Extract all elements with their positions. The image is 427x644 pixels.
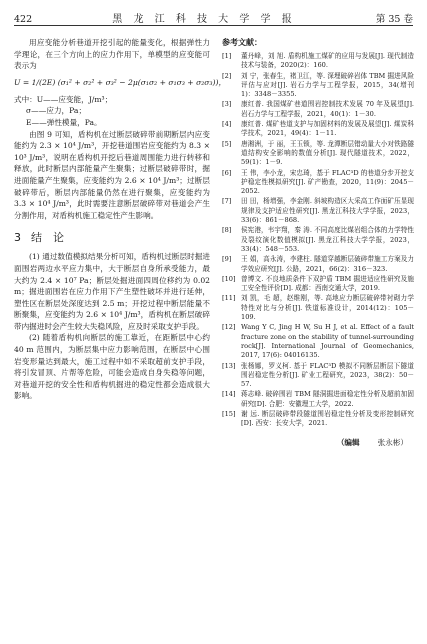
definition-e: E——弹性模量，Pa。 xyxy=(26,117,102,127)
reference-item: [6] 王 伟，李小龙，宋忠琦，基于 FLAC³D 的巷道分步开挖支护稳定性模拟研究[J]. 矿产勘查，2020，11(9)：2045－2052. xyxy=(222,168,414,196)
reference-item: [9] 王 娟，高永涛，李建柱. 隧道穿越断层破碎带施工方案及力学效应研究[J]. 公路，2021，66(2)：316－323. xyxy=(222,255,414,273)
definition-sigma: σ——应力，Pa； xyxy=(26,106,87,116)
reference-list xyxy=(222,52,414,429)
running-header xyxy=(14,9,413,26)
reference-item: [4] 康红普. 煤矿巷道支护与加固材料的发展及展望[J]. 煤炭科学技术，2021，49(4)：1－11. xyxy=(222,120,414,138)
reference-item: [2] 刘 宁，张春生，褚卫江，等. 深埋破碎岩体 TBM 掘进风险评估与应对[J]. 岩石力学与工程学报，2015，34(增刊 1)：3348－3355. xyxy=(222,71,414,99)
reference-item: [3] 康红普. 我国煤矿巷道围岩控制技术发展 70 年及展望[J]. 岩石力学与工程学报，2021，40(1)：1－30. xyxy=(222,100,414,118)
section-heading-conclusion xyxy=(14,231,210,245)
right-column xyxy=(222,37,414,448)
conclusion-2-paragraph: (2) 随着盾构机向断层的施工靠近，在距断层中心约 40 m 范围内，为断层集中应力影响范围，在断层中心围岩变形量达到最大，施工过程中如不采取超前支护手段，将引发冒顶、片帮等危险，可能会造成自身失稳等问题，对巷道开挖的安全性和盾构机掘进的稳定性都会造成很大影响。 xyxy=(14,333,210,401)
reference-item: [10] 曾博文. 不良地质条件下双护盾 TBM 掘进适应性研究及施工安全性评价[D]. 成都：西南交通大学，2019. xyxy=(222,274,414,293)
reference-item: [13] 张杨娜，罗义柯. 基于 FLAC³D 模拟不同断层断层下隧道围岩稳定性分析[J]. 矿业工程研究，2023，38(2)：50－57. xyxy=(222,361,414,389)
editor-credit xyxy=(222,437,414,448)
reference-item: [8] 侯宪港，韦宇翔，秦 涛. 不同高度比煤岩组合体的力学特性及裂纹演化数值模拟[J]. 黑龙江科技大学学报，2023，33(4)：548－553. xyxy=(222,226,414,253)
variable-definitions xyxy=(14,94,210,129)
reference-item: [12] Wang Y C, Jing H W, Su H J, et al. Effect of a fault fracture zone on the stability of tunnel-surrounding rock[J]. International Journal of Geomechanics, 2017, 17(6): 04016135. xyxy=(222,323,414,360)
reference-item: [1] 董丹峰，刘 旭. 盾构机施工煤矿的应用与发展[J]. 现代制造技术与装备，2020(2)：160. xyxy=(222,52,414,70)
section-number: 3 xyxy=(14,231,21,245)
strain-energy-formula: U = 1/(2E) (σ₁² + σ₂² + σ₃² − 2μ(σ₁σ₂ + σ₁σ₃ + σ₂σ₃))， xyxy=(14,77,227,87)
left-column xyxy=(14,37,227,402)
volume-label: 第 35 卷 xyxy=(375,14,413,25)
reference-item: [7] 田 田，杨增强，李金刚. 斜坡构造区大采高工作面矿压显现规律及支护适应性研究[J]. 黑龙江科技大学学报，2023，33(6)：861－868. xyxy=(222,197,414,225)
reference-item: [5] 唐湘洲，于 丽，王玉锁，等. 龙潭断层错动量大小对铁路隧道结构安全影响的数值分析[J]. 现代隧道技术，2022，59(1)：1－9. xyxy=(222,139,414,167)
section-title: 结 论 xyxy=(31,231,64,245)
journal-title: 黑 龙 江 科 技 大 学 学 报 xyxy=(112,14,296,25)
page-number: 422 xyxy=(14,14,33,25)
reference-item: [15] 谢 远. 断层破碎带段隧道围岩稳定性分析及变形控制研究[D]. 西安：长安大学，2021. xyxy=(222,409,414,428)
conclusion-1-paragraph: (1) 通过数值模拟结果分析可知，盾构机过断层时掘进面围岩两边水平应力集中，大于断层自身所承受能力，最大约为 2.4 × 10⁷ Pa；断层处掘进面四周位移约为 0.02 m；掘进面围岩在应力作用下产生塑性破坏并进行延伸，塑性区在断层处深度达到 2.5 m；开挖过程中断层能量不断聚集，应变能约为 2.6 × 10⁴ J/m³，盾构机在断层破碎带内掘进时会产生较大失稳风险，应及时采取支护手段。 xyxy=(14,252,210,331)
definition-u: 式中：U——应变能，J/m³； xyxy=(14,94,113,104)
references-heading: 参考文献： xyxy=(222,38,262,47)
figure-9-analysis-paragraph: 由图 9 可知，盾构机在过断层破碎带前期断层内应变能约为 2.3 × 10⁴ J/m³，开挖巷道围岩应变能约为 8.3 × 10³ J/m³，说明在盾构机开挖后巷道周围能力进行转移和释放，此时断层内部能量产生聚集；过断层破碎带时，掘进面能量产生聚集，应变能约为 2.6 × 10⁴ J/m³；过断层破碎带后，断层内部能量仍然在进行聚集，应变能约为 3.3 × 10⁴ J/m³，此时需要注意断层破碎带对巷道会产生分割作用，对盾构机施工稳定性产生影响。 xyxy=(14,129,210,220)
reference-item: [14] 蒋志峰. 破碎围岩 TBM 隧洞掘进面稳定性分析及超前加固研究[D]. 合肥：安徽理工大学，2022. xyxy=(222,390,414,408)
intro-paragraph: 用应变能分析巷道开挖引起的能量变化，根据弹性力学理论，在三个方向上的应力作用下，单模型的应变能可表示为 xyxy=(14,38,210,71)
reference-item: [11] 刘 凯，毛 超，赵维刚，等. 高地应力断层破碎带衬砌力学特性对比与分析[J]. 铁道标准设计，2014(12)：105－109. xyxy=(222,294,414,322)
editor-name: 张永彬） xyxy=(377,437,408,447)
editor-label: （编辑 xyxy=(336,437,360,447)
